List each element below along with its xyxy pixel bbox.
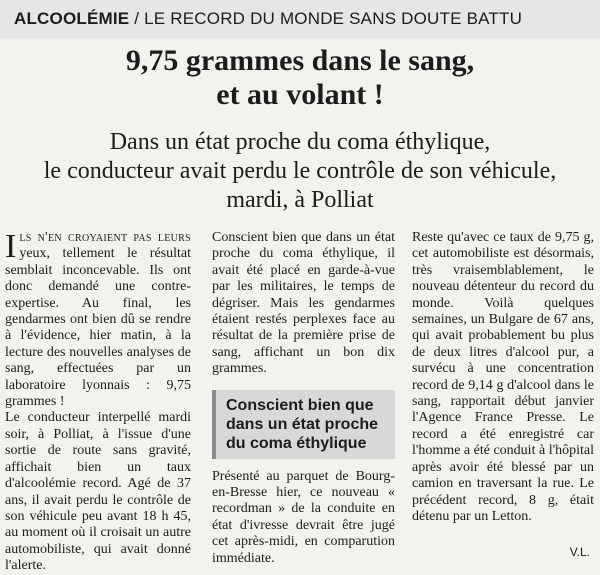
kicker-topic: ALCOOLÉMIE	[14, 9, 130, 28]
deck-line-1: Dans un état proche du coma éthylique,	[109, 129, 491, 155]
kicker-separator: /	[134, 9, 140, 28]
kicker-subtitle: LE RECORD DU MONDE SANS DOUTE BATTU	[144, 9, 523, 28]
lead-text: yeux, tellement le résultat semblait inconcevable. Ils ont donc demandé une contre-expertise. Au final, les gendarmes ont bien dû se rendre à l'évidence, hier matin, à la lecture des nouvelles analyses de sang, effectuées par un laboratoire lyonnais : 9,75 grammes !	[5, 246, 191, 410]
article-paragraph	[5, 230, 191, 410]
author-signature: V.L.	[569, 545, 590, 559]
headline	[0, 44, 600, 112]
article-column-1	[5, 230, 191, 575]
deck	[0, 128, 600, 215]
headline-line-1: 9,75 grammes dans le sang,	[125, 44, 475, 77]
article-paragraph: Reste qu'avec ce taux de 9,75 g, cet automobiliste est désormais, très vraisemblablement, le nouveau détenteur du record du monde. Voilà quelques semaines, un Bulgare de 67 ans, qui avait probablement bu plus de deux litres d'alcool pur, a survécu à une concentration record de 9,14 g d'alcool dans le sang, rapportait début janvier l'Agence France Presse. Le record a été enregistré car l'homme a été conduit à l'hôpital après avoir été blessé par un camion en traversant la rue. Le précédent record, 8 g, était détenu par un Letton.	[412, 230, 594, 524]
deck-line-2: le conducteur avait perdu le contrôle de son véhicule,	[43, 158, 557, 184]
article-column-3	[412, 230, 594, 525]
article-paragraph: Présenté au parquet de Bourg-en-Bresse hier, ce nouveau « recordman » de la conduite en état d'ivresse devrait être jugé cet après-midi, en comparution immédiate.	[212, 468, 395, 566]
drop-cap: I	[5, 228, 17, 265]
article-paragraph: Conscient bien que dans un état proche du coma éthylique, il avait été placé en garde-à-vue par les militaires, le temps de dégriser. Mais les gendarmes étaient restés perplexes face au résultat de la première prise de sang, affichant un bon dix grammes.	[212, 230, 395, 377]
deck-line-3: mardi, à Polliat	[226, 187, 374, 213]
headline-line-2: et au volant !	[216, 78, 384, 111]
pull-quote: Conscient bien que dans un état proche du coma éthylique	[212, 390, 395, 459]
section-kicker	[0, 0, 600, 38]
article-paragraph: Le conducteur interpellé mardi soir, à Polliat, à l'issue d'une sortie de route sans gravité, affichait bien un taux d'alcoolémie record. Agé de 37 ans, il avait perdu le contrôle de son véhicule peu avant 18 h 45, au moment où il croisait un autre automobiliste, qui avait donné l'alerte.	[5, 410, 191, 574]
lead-smallcaps: ls n'en croyaient pas leurs	[19, 230, 191, 245]
article-column-2	[212, 230, 395, 567]
